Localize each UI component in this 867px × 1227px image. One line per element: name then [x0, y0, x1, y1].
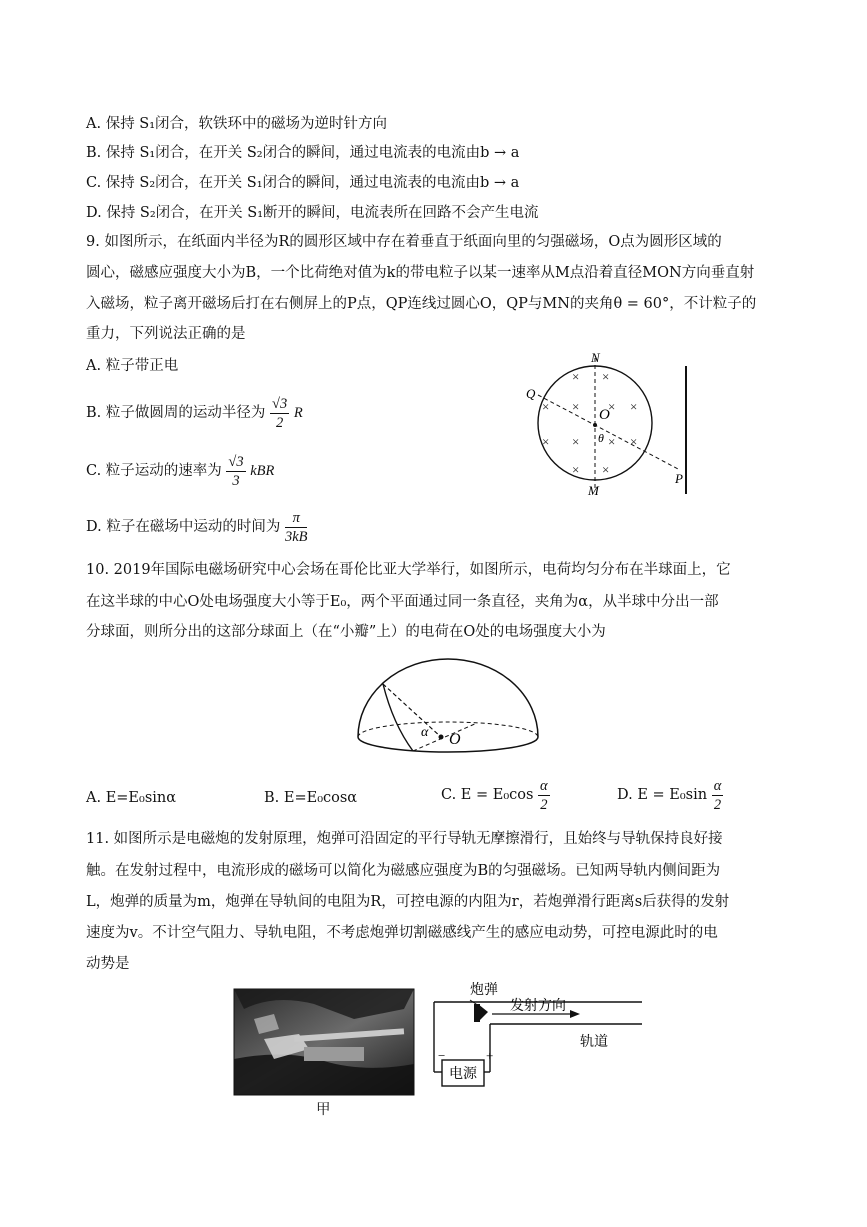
- label-o: O: [449, 731, 461, 748]
- svg-text:×: ×: [630, 434, 638, 449]
- field-crosses: [542, 369, 637, 477]
- q10-option-c-denominator: 2: [540, 796, 548, 813]
- q9-stem-line3: 入磁场，粒子离开磁场后打在右侧屏上的P点，QP连线过圆心O，QP与MN的夹角θ = 60°，不计粒子的: [86, 296, 757, 312]
- q11-stem-line2: 触。在发射过程中，电流形成的磁场可以简化为磁感应强度为B的匀强磁场。已知两导轨内侧间距为: [86, 863, 721, 879]
- q9-magnetic-field-figure: [520, 348, 720, 508]
- slice-front-edge: [383, 684, 413, 751]
- hemisphere-outline: [358, 659, 538, 737]
- q9-option-c-fraction: [226, 453, 245, 490]
- svg-text:×: ×: [542, 434, 550, 449]
- label-n: N: [591, 350, 600, 365]
- q9-option-c-denominator: 3: [232, 472, 240, 489]
- q10-option-d-fraction: [712, 777, 724, 814]
- base-front-arc: [358, 737, 538, 752]
- svg-text:×: ×: [602, 369, 610, 384]
- label-theta: θ: [598, 431, 604, 445]
- q9-option-b-text: B. 粒子做圆周的运动半径为: [86, 405, 266, 421]
- base-back-arc: [358, 722, 538, 737]
- q8-option-a: A. 保持 S₁闭合，软铁环中的磁场为逆时针方向: [86, 116, 388, 132]
- svg-text:×: ×: [602, 462, 610, 477]
- q9-option-b: [86, 394, 303, 432]
- label-power-source: 电源: [449, 1067, 477, 1082]
- q10-option-a: A. E=E₀sinα: [86, 790, 177, 806]
- q8-option-d: D. 保持 S₂闭合，在开关 S₁断开的瞬间，电流表所在回路不会产生电流: [86, 205, 539, 221]
- center-point: [593, 423, 597, 427]
- q9-option-b-tail: R: [293, 405, 303, 421]
- svg-text:×: ×: [542, 399, 550, 414]
- q10-stem-line1: 10. 2019年国际电磁场研究中心会场在哥伦比亚大学举行，如图所示，电荷均匀分布在半球面上，它: [86, 562, 731, 578]
- label-alpha: α: [421, 725, 429, 740]
- railgun-schematic: [430, 978, 660, 1088]
- label-p: P: [675, 471, 683, 486]
- q10-option-c: [441, 776, 550, 814]
- q10-option-d-text: D. E = E₀sin: [617, 787, 708, 803]
- center-point-o: [439, 735, 444, 740]
- q9-option-d-numerator: π: [285, 509, 308, 528]
- q10-stem-line2: 在这半球的中心O处电场强度大小等于E₀，两个平面通过同一条直径，夹角为α，从半球中分出一部: [86, 594, 719, 610]
- q11-stem-line3: L，炮弹的质量为m，炮弹在导轨间的电阻为R，可控电源的内阻为r，若炮弹滑行距离s后获得的发射: [86, 894, 730, 910]
- projectile-body: [474, 1004, 480, 1022]
- svg-text:×: ×: [572, 462, 580, 477]
- q9-option-b-denominator: 2: [275, 414, 284, 431]
- q10-option-c-fraction: [538, 777, 550, 814]
- q11-stem-line4: 速度为v。不计空气阻力、导轨电阻，不考虑炮弹切割磁感线产生的感应电动势，可控电源此时的电: [86, 925, 718, 941]
- label-minus: −: [438, 1048, 446, 1063]
- svg-text:×: ×: [572, 369, 580, 384]
- svg-text:×: ×: [572, 434, 580, 449]
- q9-option-d-denominator: 3kB: [284, 528, 308, 545]
- q9-option-d-text: D. 粒子在磁场中运动的时间为: [86, 519, 281, 535]
- q9-option-c-tail: kBR: [250, 463, 275, 479]
- q9-option-b-fraction: [270, 395, 289, 432]
- q10-option-c-text: C. E = E₀cos: [441, 787, 534, 803]
- q9-option-b-numerator: √3: [271, 395, 288, 412]
- svg-text:×: ×: [572, 399, 580, 414]
- direction-arrowhead: [570, 1010, 580, 1018]
- label-rail: 轨道: [580, 1035, 608, 1050]
- q10-hemisphere-figure: [355, 654, 555, 759]
- q9-option-c-numerator: √3: [228, 453, 244, 470]
- q9-option-d: [86, 508, 307, 546]
- svg-text:×: ×: [630, 399, 638, 414]
- q9-stem-line1: 9. 如图所示，在纸面内半径为R的圆形区域中存在着垂直于纸面向里的匀强磁场，O点为圆形区域的: [86, 234, 722, 250]
- label-plus: +: [486, 1048, 494, 1063]
- svg-text:×: ×: [608, 399, 616, 414]
- q11-stem-line5: 动势是: [86, 956, 130, 972]
- q9-option-c-text: C. 粒子运动的速率为: [86, 463, 222, 479]
- q10-option-c-numerator: α: [540, 777, 548, 794]
- label-projectile: 炮弹: [470, 983, 498, 998]
- q10-option-d-numerator: α: [713, 777, 722, 794]
- q10-option-b: B. E=E₀cosα: [264, 790, 358, 806]
- railgun-photo: [234, 989, 414, 1095]
- photo-caption: 甲: [316, 1102, 331, 1118]
- q8-option-c: C. 保持 S₂闭合，在开关 S₁闭合的瞬间，通过电流表的电流由b → a: [86, 175, 520, 191]
- q9-option-d-fraction: [285, 509, 308, 546]
- label-q: Q: [526, 386, 536, 401]
- q11-stem-line1: 11. 如图所示是电磁炮的发射原理，炮弹可沿固定的平行导轨无摩擦滑行，且始终与导轨保持良好接: [86, 831, 723, 847]
- q8-option-b: B. 保持 S₁闭合，在开关 S₂闭合的瞬间，通过电流表的电流由b → a: [86, 145, 520, 161]
- q10-stem-line3: 分球面，则所分出的这部分球面上（在“小瓣”上）的电荷在O处的电场强度大小为: [86, 624, 606, 640]
- q9-stem-line4: 重力，下列说法正确的是: [86, 326, 246, 342]
- label-launch-direction: 发射方向: [510, 999, 566, 1014]
- q9-option-c: [86, 452, 274, 490]
- svg-text:×: ×: [608, 434, 616, 449]
- q10-option-d: [617, 776, 723, 814]
- q10-option-d-denominator: 2: [713, 796, 722, 813]
- q9-stem-line2: 圆心，磁感应强度大小为B，一个比荷绝对值为k的带电粒子以某一速率从M点沿着直径MON方向垂直射: [86, 265, 755, 281]
- q9-option-a: A. 粒子带正电: [86, 358, 179, 374]
- label-m: M: [588, 483, 599, 498]
- label-o: O: [599, 407, 610, 423]
